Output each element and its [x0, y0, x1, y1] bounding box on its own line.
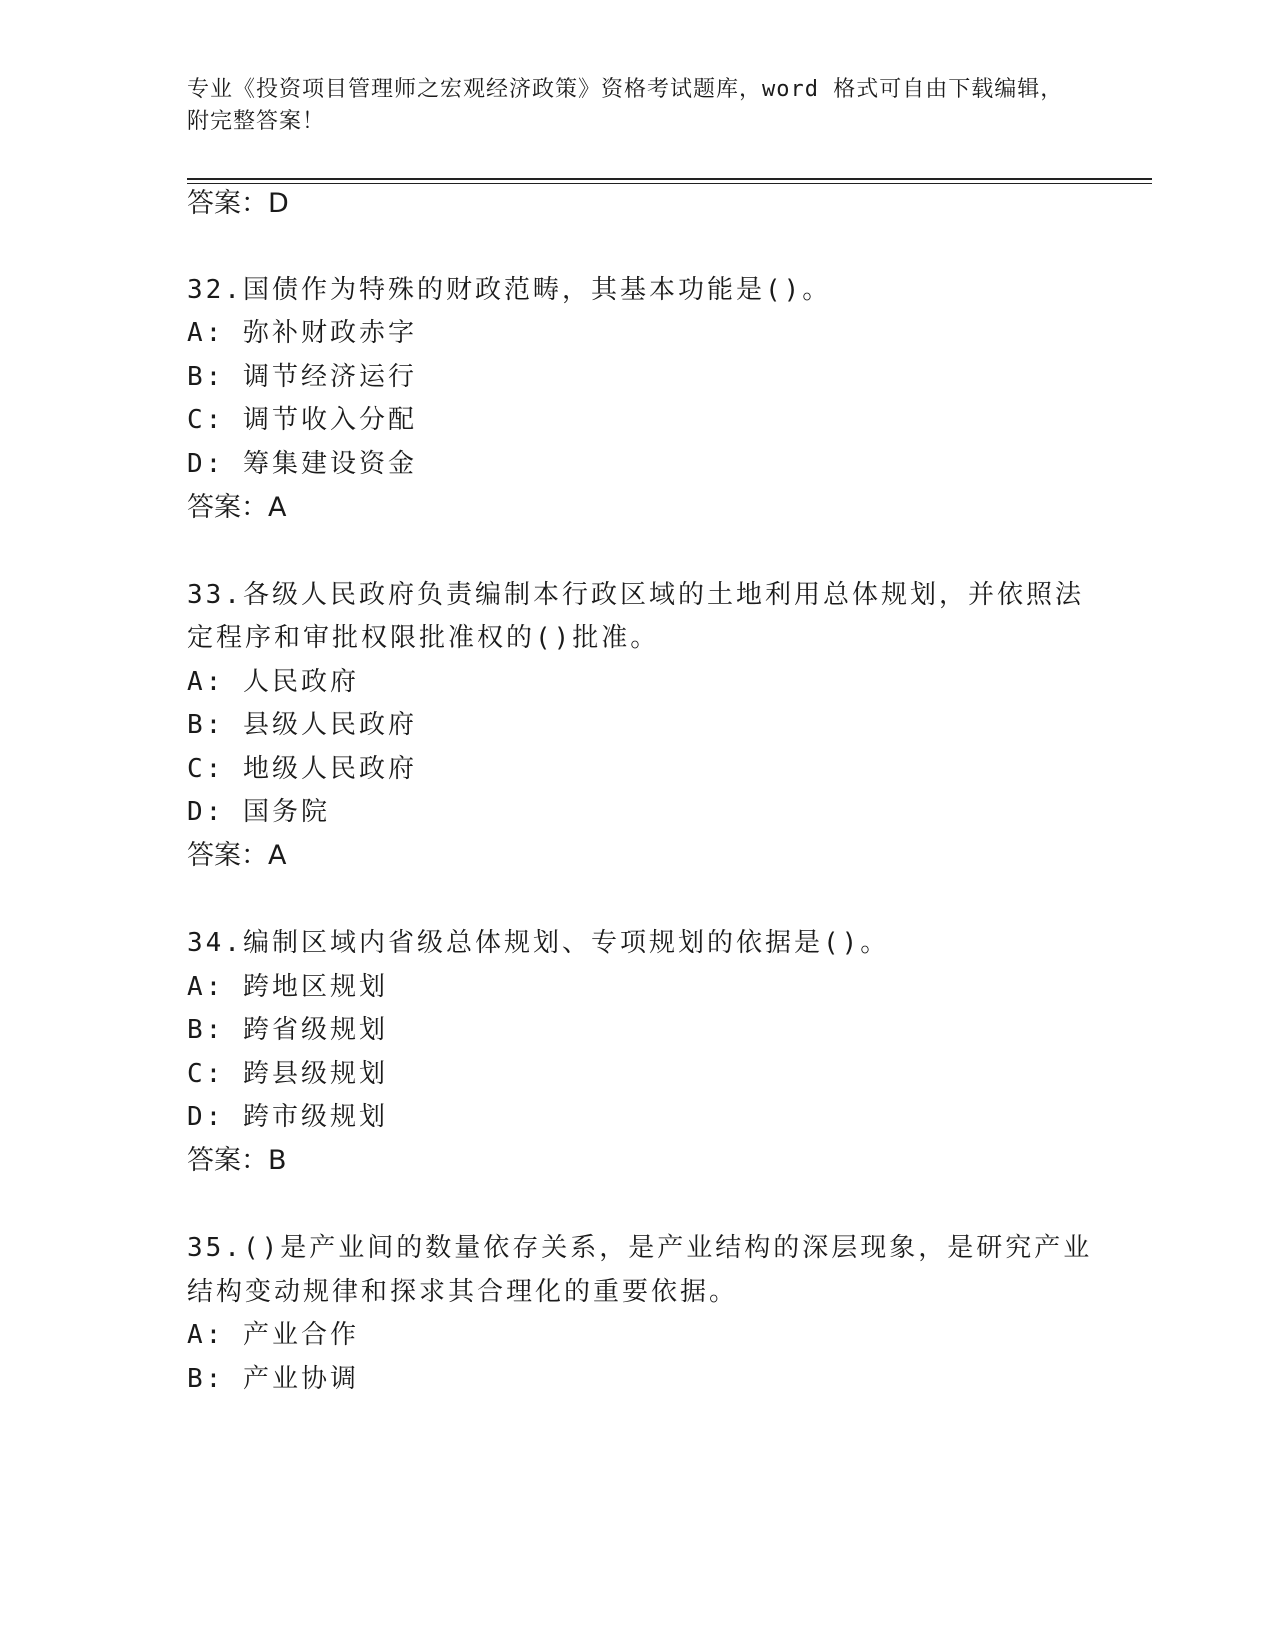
question-33-option-b: B: 县级人民政府 [187, 710, 417, 740]
question-35-option-a: A: 产业合作 [187, 1320, 359, 1350]
header-divider [187, 178, 1152, 184]
document-header: 专业《投资项目管理师之宏观经济政策》资格考试题库，word 格式可自由下载编辑，附完整答案！ [187, 77, 1064, 134]
question-32-answer: 答案：A [187, 492, 287, 523]
question-34-option-a: A: 跨地区规划 [187, 972, 388, 1002]
question-33-option-c: C: 地级人民政府 [187, 754, 417, 784]
question-34-option-d: D: 跨市级规划 [187, 1102, 388, 1132]
question-32-option-b: B: 调节经济运行 [187, 362, 417, 392]
question-33-option-a: A: 人民政府 [187, 667, 359, 697]
question-33-answer: 答案：A [187, 840, 287, 871]
question-35-stem-line-1: 35.()是产业间的数量依存关系，是产业结构的深层现象，是研究产业 [187, 1233, 1093, 1263]
question-34-stem: 34.编制区域内省级总体规划、专项规划的依据是()。 [187, 928, 890, 958]
question-34-option-b: B: 跨省级规划 [187, 1015, 388, 1045]
answer-previous: 答案：D [187, 188, 289, 219]
question-35-stem-line-2: 结构变动规律和探求其合理化的重要依据。 [187, 1277, 739, 1307]
question-33-stem-line-1: 33.各级人民政府负责编制本行政区域的土地利用总体规划，并依照法 [187, 580, 1084, 610]
question-33-option-d: D: 国务院 [187, 797, 330, 827]
question-32-option-d: D: 筹集建设资金 [187, 449, 417, 479]
question-32-stem: 32.国债作为特殊的财政范畴，其基本功能是()。 [187, 275, 832, 305]
question-33-stem-line-2: 定程序和审批权限批准权的()批准。 [187, 623, 660, 653]
question-34-answer: 答案：B [187, 1145, 287, 1176]
question-32-option-a: A: 弥补财政赤字 [187, 318, 417, 348]
question-32-option-c: C: 调节收入分配 [187, 405, 417, 435]
question-34-option-c: C: 跨县级规划 [187, 1059, 388, 1089]
question-35-option-b: B: 产业协调 [187, 1364, 359, 1394]
